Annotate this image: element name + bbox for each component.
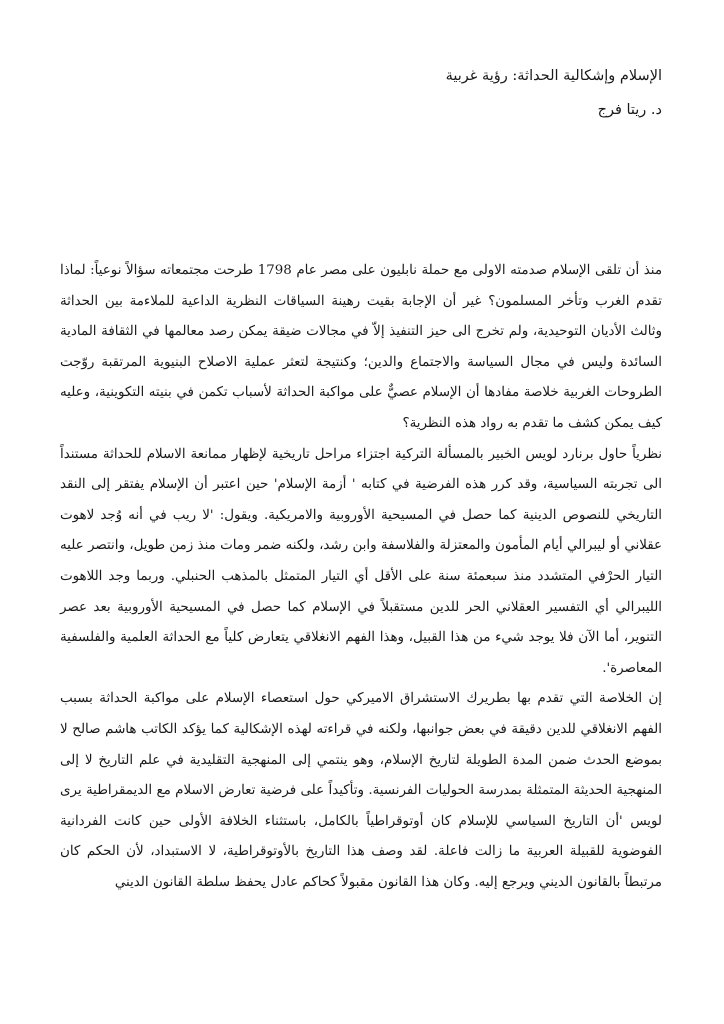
- paragraph: نظرياً حاول برنارد لويس الخبير بالمسألة التركية اجتزاء مراحل تاريخية لإظهار ممانعة الاسلام للحداثة مستنداً الى تجربته السياسية، وقد كرر هذه الفرضية في كتابه ' أزمة الإسلام' حين اعتبر أن الإسلام يفتقر إلى النقد التاريخي للنصوص الدينية كما حصل في المسيحية الأوروبية والامريكية. ويقول: 'لا ريب في أنه وُجد لاهوت عقلاني أو ليبرالي أيام المأمون والمعتزلة والفلاسفة وابن رشد، ولكنه ضمر ومات منذ زمن طويل، وانتصر عليه التيار الحرْفي المتشدد منذ سبعمئة سنة على الأقل أي التيار المتمثل بالمذهب الحنبلي. وربما وجد اللاهوت الليبرالي أي التفسير العقلاني الحر للدين مستقبلاً في الإسلام كما حصل في المسيحية الأوروبية بعد عصر التنوير، أما الآن فلا يوجد شيء من هذا القبيل، وهذا الفهم الانغلاقي يتعارض كلياً مع الحداثة العلمية والفلسفية المعاصرة'.: [60, 446, 662, 676]
- document-header: [62, 62, 662, 124]
- article-body: [60, 256, 662, 898]
- paragraph: إن الخلاصة التي تقدم بها بطريرك الاستشراق الاميركي حول استعصاء الإسلام على مواكبة الحداثة بسبب الفهم الانغلاقي للدين دقيقة في بعض جوانبها، ولكنه في قراءته لهذه الإشكالية كما يؤكد الكاتب هاشم صالح لا بموضع الحدث ضمن المدة الطويلة لتاريخ الإسلام، وهو ينتمي إلى المنهجية التقليدية في علم التاريخ لا إلى المنهجية الحديثة المتمثلة بمدرسة الحوليات الفرنسية. وتأكيداً على فرضية تعارض الاسلام مع الديمقراطية يرى لويس 'أن التاريخ السياسي للإسلام كان أوتوقراطياً بالكامل، باستثناء الخلافة الأولى حين كانت الفردانية الفوضوية للقبيلة العربية ما زالت فاعلة. لقد وصف هذا التاريخ بالأوتوقراطية، لا الاستبداد، لأن الحكم كان مرتبطاً بالقانون الديني ويرجع إليه. وكان هذا القانون مقبولاً كحاكم عادل يحفظ سلطة القانون الديني: [60, 691, 662, 890]
- document-title: الإسلام وإشكالية الحداثة: رؤية غربية: [445, 68, 662, 84]
- document-author: د. ريتا فرج: [597, 102, 662, 118]
- paragraph: منذ أن تلقى الإسلام صدمته الاولى مع حملة نابليون على مصر عام 1798 طرحت مجتمعاته سؤالاً نوعياً: لماذا تقدم الغرب وتأخر المسلمون؟ غير أن الإجابة بقيت رهينة السياقات النظرية الداعية للملاءمة بين الحداثة وثالث الأديان التوحيدية، ولم تخرج الى حيز التنفيذ إلاّ في مجالات ضيقة يمكن رصد معالمها في الثقافة المادية السائدة وليس في مجال السياسة والاجتماع والدين؛ وكنتيجة لتعثر عملية الاصلاح البنيوية المرتقبة روّجت الطروحات الغربية خلاصة مفادها أن الإسلام عصيٌّ على مواكبة الحداثة لأسباب تكمن في بنيته التكوينية، وعليه كيف يمكن كشف ما تقدم به رواد هذه النظرية؟: [60, 263, 662, 431]
